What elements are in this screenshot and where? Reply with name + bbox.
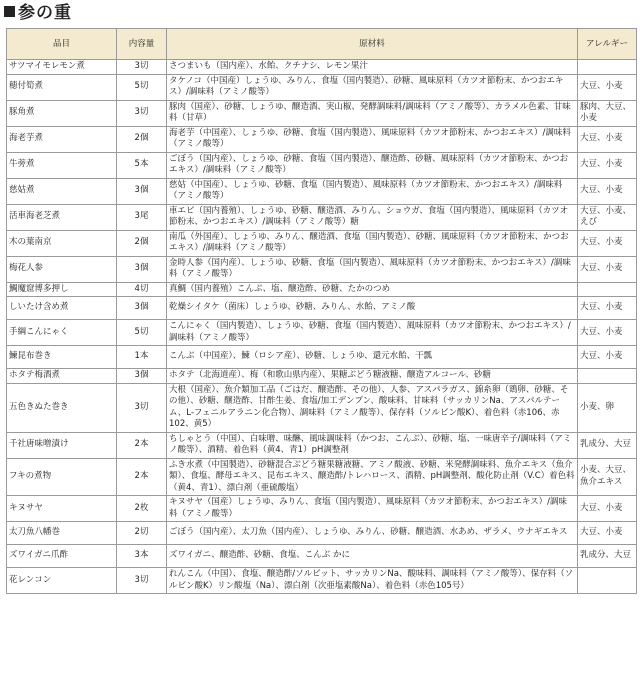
item-qty: 3個 <box>117 369 167 384</box>
item-ingredients: 海老芋（中国産）、しょうゆ、砂糖、食塩（国内製造）、風味原料（カツオ節粉末、かつおエキス）/調味料（アミノ酸等） <box>167 126 578 152</box>
item-allergen: 大豆、小麦 <box>578 230 637 256</box>
table-row <box>7 432 637 458</box>
item-name: 手綱こんにゃく <box>7 320 117 346</box>
item-qty: 3本 <box>117 545 167 568</box>
item-qty: 5切 <box>117 320 167 346</box>
table-header-row <box>7 29 637 60</box>
item-qty: 1本 <box>117 346 167 369</box>
item-allergen: 大豆、小麦 <box>578 74 637 100</box>
item-allergen: 大豆、小麦 <box>578 297 637 320</box>
item-ingredients: ふき水煮（中国製造）、砂糖混合ぶどう糖果糖液糖、アミノ酸液、砂糖、米発酵調味料、魚介エキス（魚介類）、食塩、酵母エキス、昆布エキス、醸造酢/トレハロース、酒精、pH調整剤、酸化防止剤（V.C）着色料（黄4、青1）、漂白剤（亜硫酸塩） <box>167 458 578 496</box>
item-qty: 3尾 <box>117 204 167 230</box>
item-name: 穂付筍煮 <box>7 74 117 100</box>
table-row <box>7 74 637 100</box>
item-allergen: 大豆、小麦 <box>578 126 637 152</box>
item-ingredients: 乾燥シイタケ（菌床）しょうゆ、砂糖、みりん、水飴、アミノ酸 <box>167 297 578 320</box>
table-row <box>7 204 637 230</box>
item-name: 木の葉南京 <box>7 230 117 256</box>
item-qty: 3切 <box>117 383 167 432</box>
item-allergen: 小麦、卵 <box>578 383 637 432</box>
item-qty: 2個 <box>117 230 167 256</box>
table-row <box>7 256 637 282</box>
table-row <box>7 346 637 369</box>
item-ingredients: 真鯛（国内養殖）こんぶ、塩、醸造酢、砂糖、たかのつめ <box>167 282 578 297</box>
item-ingredients: こんぶ（中国産）、鰊（ロシア産）、砂糖、しょうゆ、還元水飴、干瓢 <box>167 346 578 369</box>
item-allergen: 大豆、小麦 <box>578 320 637 346</box>
item-qty: 3切 <box>117 568 167 594</box>
item-ingredients: さつまいも（国内産）、水飴、クチナシ、レモン果汁 <box>167 60 578 75</box>
table-row <box>7 126 637 152</box>
item-qty: 3個 <box>117 297 167 320</box>
item-allergen: 大豆、小麦 <box>578 152 637 178</box>
item-name: 鰊昆布巻き <box>7 346 117 369</box>
item-name: 五色きぬた巻き <box>7 383 117 432</box>
item-ingredients: 車エビ（国内養殖）、しょうゆ、砂糖、醸造酒、みりん、ショウガ、食塩（国内製造）、風味原料（カツオ節粉末、かつおエキス）/調味料（アミノ酸等）糖 <box>167 204 578 230</box>
item-ingredients: れんこん（中国）、食塩、醸造酢/ソルビット、サッカリンNa、酸味料、調味料（アミノ酸等）、保存料（ソルビン酸K）リン酸塩（Na）、漂白剤（次亜塩素酸Na）、着色料（赤色105号） <box>167 568 578 594</box>
item-allergen: 大豆、小麦 <box>578 346 637 369</box>
header-ingredients: 原材料 <box>167 29 578 60</box>
table-row <box>7 60 637 75</box>
table-row <box>7 545 637 568</box>
item-allergen: 大豆、小麦 <box>578 496 637 522</box>
page-title-text: 参の重 <box>18 3 72 23</box>
item-allergen: 大豆、小麦 <box>578 256 637 282</box>
item-qty: 2個 <box>117 126 167 152</box>
item-allergen: 豚肉、大豆、小麦 <box>578 100 637 126</box>
item-name: サツマイモレモン煮 <box>7 60 117 75</box>
table-row <box>7 369 637 384</box>
item-ingredients: キヌサヤ（国産）しょうゆ、みりん、食塩（国内製造）、風味原料（カツオ節粉末、かつおエキス）/調味料（アミノ酸等） <box>167 496 578 522</box>
table-row <box>7 230 637 256</box>
item-qty: 3個 <box>117 256 167 282</box>
table-row <box>7 100 637 126</box>
item-qty: 5本 <box>117 152 167 178</box>
header-name: 品目 <box>7 29 117 60</box>
item-name: フキの煮物 <box>7 458 117 496</box>
item-ingredients: ごぼう（国内産）、太刀魚（国内産）、しょうゆ、みりん、砂糖、醸造酒、水あめ、ザラメ、ウナギエキス <box>167 522 578 545</box>
item-ingredients: ホタテ（北海道産）、梅（和歌山県内産）、果糖ぶどう糖液糖、醸造アルコール、砂糖 <box>167 369 578 384</box>
item-qty: 5切 <box>117 74 167 100</box>
item-qty: 2本 <box>117 432 167 458</box>
table-row <box>7 320 637 346</box>
item-name: 海老芋煮 <box>7 126 117 152</box>
item-qty: 2切 <box>117 522 167 545</box>
item-ingredients: ズワイガニ、醸造酢、砂糖、食塩、こんぶ かに <box>167 545 578 568</box>
item-ingredients: 金時人参（国内産）、しょうゆ、砂糖、食塩（国内製造）、風味原料（カツオ節粉末、かつおエキス）/調味料（アミノ酸等） <box>167 256 578 282</box>
ingredients-table <box>6 28 637 594</box>
table-row <box>7 522 637 545</box>
item-name: ホタテ梅酒煮 <box>7 369 117 384</box>
page-title <box>4 2 72 24</box>
item-ingredients: タケノコ（中国産）しょうゆ、みりん、食塩（国内製造）、砂糖、風味原料（カツオ節粉末、かつおエキス）/調味料（アミノ酸等） <box>167 74 578 100</box>
item-ingredients: こんにゃく（国内製造）、しょうゆ、砂糖、食塩（国内製造）、風味原料（カツオ節粉末、かつおエキス）/調味料（アミノ酸等） <box>167 320 578 346</box>
table-row <box>7 152 637 178</box>
item-name: 千社唐味噌漬け <box>7 432 117 458</box>
item-name: 慈姑煮 <box>7 178 117 204</box>
item-ingredients: 大根（国産）、魚介類加工品（ごはだ、醸造酢、その他）、人参、アスパラガス、錦糸卵（鶏卵、砂糖、その他）、砂糖、醸造酢、甘酢生姜、食塩/加工デンプン、酸味料、甘味料（サッカリンNa、アスパルテーム、L-フェニルアラニン化合物）、調味料（アミノ酸等）、保存料（ソルビン酸K）、着色料（赤106、赤102、黄5） <box>167 383 578 432</box>
item-name: 豚角煮 <box>7 100 117 126</box>
header-qty: 内容量 <box>117 29 167 60</box>
item-name: キヌサヤ <box>7 496 117 522</box>
item-qty: 2本 <box>117 458 167 496</box>
item-allergen <box>578 568 637 594</box>
item-name: 太刀魚八幡巻 <box>7 522 117 545</box>
square-bullet-icon <box>4 6 15 17</box>
item-name: しいたけ含め煮 <box>7 297 117 320</box>
item-allergen: 乳成分、大豆 <box>578 545 637 568</box>
table-row <box>7 496 637 522</box>
item-qty: 3切 <box>117 100 167 126</box>
item-allergen: 乳成分、大豆 <box>578 432 637 458</box>
item-ingredients: ごぼう（国内産）、しょうゆ、砂糖、食塩（国内製造）、醸造酢、砂糖、風味原料（カツオ節粉末、かつおエキス）/調味料（アミノ酸等） <box>167 152 578 178</box>
table-row <box>7 458 637 496</box>
item-name: 鯛魔窟博多押し <box>7 282 117 297</box>
table-row <box>7 178 637 204</box>
item-name: 牛蒡煮 <box>7 152 117 178</box>
item-qty: 4切 <box>117 282 167 297</box>
item-qty: 2枚 <box>117 496 167 522</box>
table-row <box>7 568 637 594</box>
item-ingredients: 豚肉（国産）、砂糖、しょうゆ、醸造酒、実山椒、発酵調味料/調味料（アミノ酸等）、カラメル色素、甘味料（甘草） <box>167 100 578 126</box>
item-ingredients: ちしゃとう（中国）、白味噌、味醂、風味調味料（かつお、こんぶ）、砂糖、塩、一味唐辛子/調味料（アミノ酸等）、酒精、着色料（黄4、青1）pH調整剤 <box>167 432 578 458</box>
item-ingredients: 慈姑（中国産）、しょうゆ、砂糖、食塩（国内製造）、風味原料（カツオ節粉末、かつおエキス）/調味料（アミノ酸等） <box>167 178 578 204</box>
item-allergen: 大豆、小麦、えび <box>578 204 637 230</box>
item-qty: 3切 <box>117 60 167 75</box>
item-allergen <box>578 60 637 75</box>
item-allergen <box>578 369 637 384</box>
item-allergen <box>578 282 637 297</box>
header-allergen: アレルギー <box>578 29 637 60</box>
table-row <box>7 383 637 432</box>
item-name: 花レンコン <box>7 568 117 594</box>
item-name: 活車海老芝煮 <box>7 204 117 230</box>
item-allergen: 小麦、大豆、魚介エキス <box>578 458 637 496</box>
item-qty: 3個 <box>117 178 167 204</box>
item-name: 梅花人参 <box>7 256 117 282</box>
table-row <box>7 297 637 320</box>
table-row <box>7 282 637 297</box>
item-allergen: 大豆、小麦 <box>578 178 637 204</box>
item-name: ズワイガニ爪酢 <box>7 545 117 568</box>
item-allergen: 大豆、小麦 <box>578 522 637 545</box>
item-ingredients: 南瓜（外国産）、しょうゆ、みりん、醸造酒、食塩（国内製造）、砂糖、風味原料（カツオ節粉末、かつおエキス）/調味料（アミノ酸等） <box>167 230 578 256</box>
